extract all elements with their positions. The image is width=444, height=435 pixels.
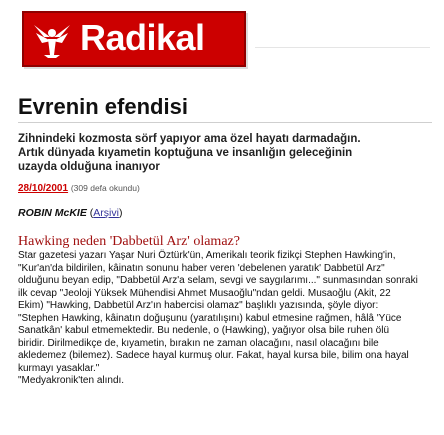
read-count: (309 defa okundu) <box>70 183 140 193</box>
author-archive-link[interactable]: Arşivi <box>93 207 119 219</box>
article-title: Evrenin efendisi <box>18 94 188 119</box>
site-header <box>10 5 434 70</box>
author-name: ROBIN McKIE <box>18 207 87 219</box>
article-spot: Zihnindeki kozmosta sörf yapıyor ama özel hayatı darmadağın. Artık dünyada kıyametin koptuğuna ve insanlığın geleceğinin uzayda olduğuna inanıyor <box>18 133 361 173</box>
title-divider <box>18 122 432 123</box>
article-body <box>18 250 418 388</box>
radikal-logo[interactable] <box>22 11 246 67</box>
article-meta <box>18 183 140 194</box>
header-divider <box>255 47 430 48</box>
author-line: ROBIN McKIE (Arşivi) <box>18 207 123 219</box>
bird-emblem-icon <box>30 19 74 59</box>
logo-wordmark: Radikal <box>80 17 205 58</box>
body-paragraph: Star gazetesi yazarı Yaşar Nuri Öztürk'ün, Amerikalı teorik fizikçi Stephen Hawking'in, "Kur'an'da bildirilen, kâinatın sonunu haber veren 'debelenen yaratık' Dabbetül Arz" olduğunu beyan edip, "Dabbetül Arz'a selam, sevgi ve saygılarımı..." sunmasından sonraki ilk cevap "Jeoloji Yüksek Mühendisi Ahmet Musaoğlu"ndan geldi. Musaoğlu (Akit, 22 Ekim) "Hawking, Dabbetül Arz'ın habercisi olamaz" başlıklı yazısında, şöyle diyor: "Stephen Hawking, kâinatın doğuşunu (yaratılışını) kabul etmesine rağmen, hâlâ 'Yüce Sanatkân' kabul etmemektedir. Bu nedenle, o (Hawking), yağıyor olsa bile ruhen ölü biridir. Dirilmedikçe de, kıyametin, bırakın ne zaman olacağını, nasıl olacağını bile akledemez (bilemez). Sadece hayal kurmuş olur. Fakat, hayal kursa bile, bilim ona hayal kurmayı yasaklar." <box>18 250 418 374</box>
article-subheading: Hawking neden 'Dabbetül Arz' olamaz? <box>18 234 240 249</box>
body-paragraph: "Medyakronik'ten alındı. <box>18 375 125 386</box>
article-date[interactable]: 28/10/2001 <box>18 183 69 194</box>
